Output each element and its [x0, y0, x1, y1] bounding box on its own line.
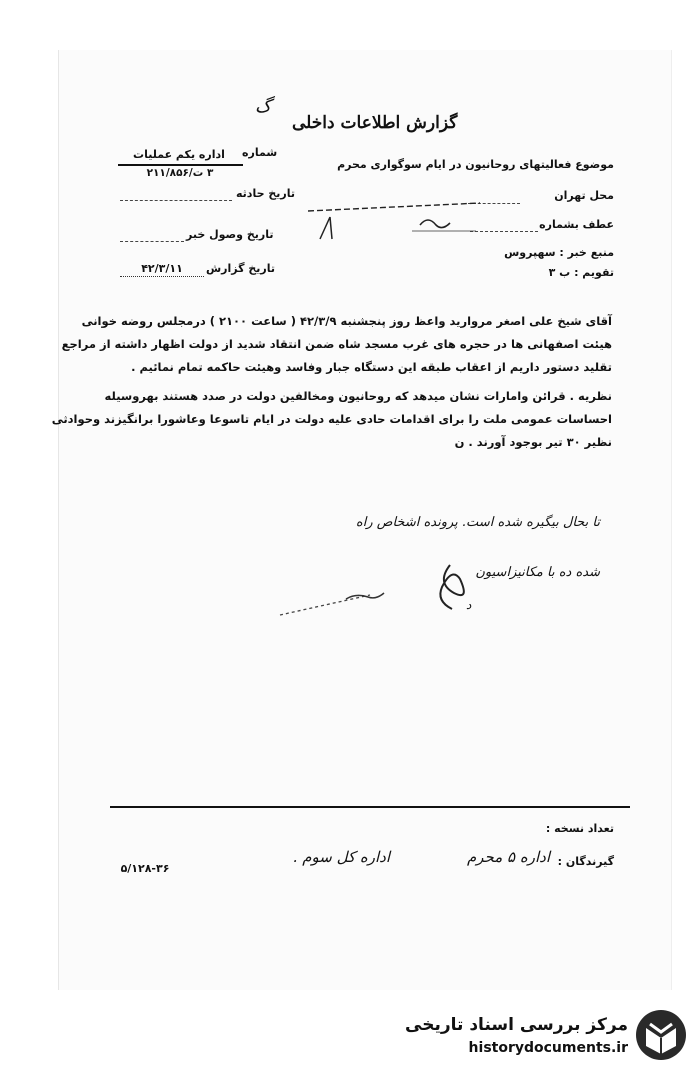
- body-line-5: احساسات عمومی ملت را برای اقدامات حادی علیه دولت در ایام تاسوعا وعاشورا برانگیزند وحوادثی: [51, 412, 612, 426]
- location-value: تهران: [554, 189, 586, 202]
- body-line-4: نظریه . قرائن وامارات نشان میدهد که روحانیون ومخالفین دولت در صدد هستند بهروسیله: [104, 389, 612, 403]
- document-number-value: ۳ ت/۲۱۱/۸۵۶: [146, 167, 214, 179]
- footer-divider: [110, 806, 630, 808]
- report-date-label: تاریخ گزارش: [206, 262, 276, 275]
- body-line-1: آقای شیخ علی اصغر مروارید واعظ روز پنجشنبه ۴۲/۳/۹ ( ساعت ۲۱۰۰ ) درمجلس روضه خوانی: [81, 314, 612, 328]
- recipients-label: گیرندگان :: [557, 855, 614, 868]
- source-value: سهپروس: [504, 246, 556, 259]
- file-code: ۵/۱۲۸-۳۶: [120, 862, 170, 875]
- watermark-site-name: مرکز بررسی اسناد تاریخی: [405, 1015, 628, 1035]
- body-line-6: نظیر ۳۰ تیر بوجود آورند . ن: [454, 435, 612, 449]
- office-value: اداره یکم عملیات: [133, 148, 225, 161]
- attachment-label: عطف بشماره: [539, 218, 614, 231]
- subject-label: موضوع: [575, 158, 614, 171]
- stamp-mark-icon: [300, 195, 490, 245]
- report-date-value: ۴۲/۳/۱۱: [141, 262, 183, 275]
- report-date-underline: [120, 276, 204, 277]
- body-line-2: هیئت اصفهانی ها در حجره های غرب مسجد شاه ضمن انتقاد شدید از دولت اظهار داشته از مراجع: [61, 337, 612, 351]
- copies-label: تعداد نسخه :: [545, 822, 614, 835]
- incident-date-field: [120, 200, 232, 201]
- document-title: گزارش اطلاعات داخلی: [292, 113, 458, 133]
- handwritten-note: تا بحال بیگیره شده است. پرونده اشخاص راه: [355, 515, 600, 530]
- body-line-3: تقلید دستور داریم از اعقاب طبقه این دستگاه جبار وفاسد وهیئت حاکمه تمام نمائیم .: [131, 360, 612, 374]
- receipt-date-label: تاریخ وصول خبر: [186, 228, 274, 241]
- handwritten-signature-text: شده ده با مکانیزاسیون: [475, 565, 600, 580]
- location-line: [520, 189, 614, 202]
- rating-value: ب ۳: [548, 266, 571, 279]
- corner-mark: گ: [255, 96, 272, 117]
- incident-date-label: تاریخ حادثه: [236, 187, 295, 200]
- source-label: منبع خبر :: [559, 246, 614, 259]
- office-underline: [118, 164, 243, 166]
- number-label: شماره: [242, 146, 278, 159]
- receipt-date-field: [120, 241, 184, 242]
- watermark-url: historydocuments.ir: [468, 1040, 628, 1056]
- rating-label: تقویم :: [574, 266, 614, 279]
- location-label: محل: [589, 189, 614, 202]
- recipient-2: اداره کل سوم .: [292, 848, 390, 866]
- source-line: [504, 246, 614, 259]
- signature-scribble-icon: [250, 555, 510, 625]
- subject-value: فعالیتهای روحانیون در ایام سوگواری محرم: [337, 158, 572, 171]
- recipient-1: اداره ۵ محرم: [466, 848, 550, 866]
- book-logo-icon: [632, 1008, 690, 1062]
- rating-line: [530, 266, 614, 279]
- subject-line: [310, 158, 614, 171]
- handwritten-initial: د: [466, 598, 472, 612]
